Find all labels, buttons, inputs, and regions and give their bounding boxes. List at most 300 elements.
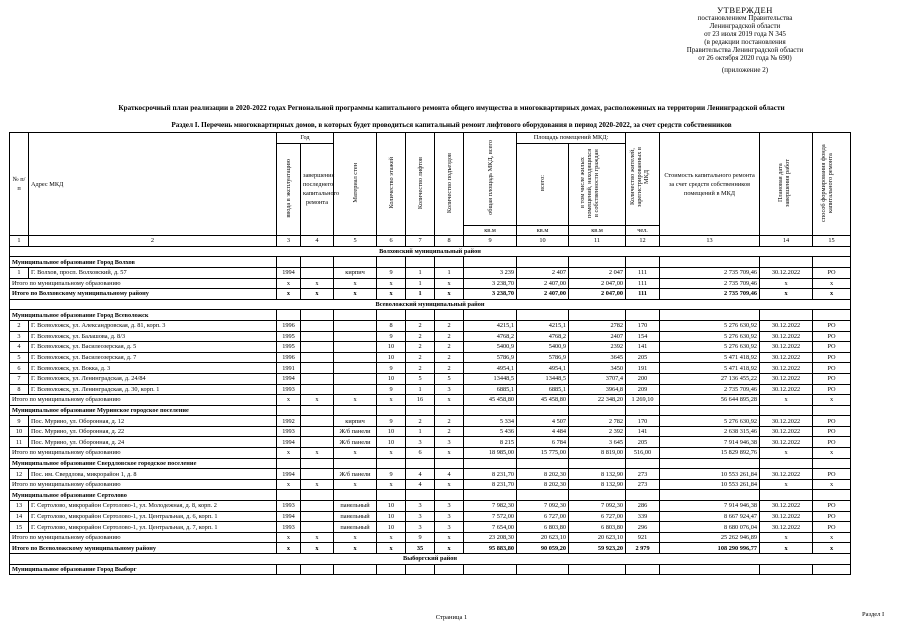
table-cell: x: [760, 395, 813, 406]
table-cell: [569, 490, 626, 501]
municipality-row: [10, 490, 851, 501]
table-cell: 3: [435, 522, 464, 533]
table-cell: 30.12.2022: [760, 511, 813, 522]
table-cell: [435, 564, 464, 575]
table-cell: [377, 310, 406, 321]
table-cell: [569, 458, 626, 469]
table-cell: x: [435, 543, 464, 554]
table-cell: x: [301, 543, 334, 554]
header-floors: Количество этажей: [377, 133, 406, 236]
table-cell: x: [377, 395, 406, 406]
table-cell: 13: [10, 501, 29, 512]
table-cell: Пос. Мурино, ул. Оборонная, д. 22: [29, 426, 277, 437]
table-cell: 6 803,80: [517, 522, 569, 533]
table-cell: [301, 405, 334, 416]
table-cell: Г. Сертолово, микрорайон Сертолово-1, ул. Молодежная, д. 8, корп. 2: [29, 501, 277, 512]
table-cell: 8 231,70: [464, 479, 517, 490]
table-cell: 209: [626, 384, 660, 395]
table-cell: 2: [406, 363, 435, 374]
table-cell: 10: [377, 437, 406, 448]
table-cell: 3: [406, 522, 435, 533]
table-cell: 5 471 418,92: [660, 352, 760, 363]
table-cell: 9: [377, 363, 406, 374]
table-cell: Г. Всеволожск, ул. Балашова, д. 8/3: [29, 331, 277, 342]
table-cell: 2: [435, 416, 464, 427]
table-cell: 1996: [277, 320, 301, 331]
table-cell: [377, 490, 406, 501]
table-cell: 10: [377, 373, 406, 384]
table-cell: 30.12.2022: [760, 384, 813, 395]
table-cell: [334, 257, 377, 268]
table-cell: 3: [406, 501, 435, 512]
header-wall: Материал стен: [334, 133, 377, 236]
table-cell: 30.12.2022: [760, 522, 813, 533]
table-cell: кирпич: [334, 267, 377, 278]
table-cell: 2 407,00: [517, 278, 569, 289]
table-cell: 2782: [569, 320, 626, 331]
table-cell: РО: [813, 373, 851, 384]
table-row: [10, 363, 851, 374]
table-cell: 2 392: [569, 426, 626, 437]
table-cell: [406, 257, 435, 268]
table-cell: Итого по муниципальному образованию: [10, 395, 277, 406]
table-cell: РО: [813, 511, 851, 522]
table-cell: x: [435, 395, 464, 406]
table-cell: 8 819,00: [569, 448, 626, 459]
table-cell: 30.12.2022: [760, 501, 813, 512]
table-cell: [301, 458, 334, 469]
municipality-row: [10, 564, 851, 575]
table-cell: 170: [626, 320, 660, 331]
municipality-total-row: [10, 532, 851, 543]
table-cell: 9: [377, 384, 406, 395]
table-cell: 7 914 946,38: [660, 501, 760, 512]
table-cell: 5: [435, 373, 464, 384]
table-row: [10, 267, 851, 278]
table-cell: РО: [813, 501, 851, 512]
table-cell: 111: [626, 278, 660, 289]
district-total-row: [10, 543, 851, 554]
table-cell: [406, 405, 435, 416]
table-cell: [569, 257, 626, 268]
header-total-area: общая площадь МКД, всего: [464, 133, 517, 226]
table-cell: 5 276 630,92: [660, 331, 760, 342]
table-cell: [301, 373, 334, 384]
table-cell: 111: [626, 289, 660, 300]
table-cell: [377, 405, 406, 416]
table-cell: x: [277, 543, 301, 554]
table-cell: [334, 384, 377, 395]
table-cell: 11: [10, 437, 29, 448]
municipality-row: [10, 257, 851, 268]
table-cell: x: [435, 448, 464, 459]
unit-sqm: кв.м: [517, 225, 569, 236]
table-cell: 35: [406, 543, 435, 554]
table-cell: 2: [406, 352, 435, 363]
table-cell: x: [435, 532, 464, 543]
table-cell: [813, 310, 851, 321]
table-cell: [435, 310, 464, 321]
table-cell: 10: [10, 426, 29, 437]
table-cell: [660, 564, 760, 575]
municipality-total-row: [10, 278, 851, 289]
table-cell: 3645: [569, 352, 626, 363]
table-cell: 59 923,20: [569, 543, 626, 554]
unit-people: чел.: [626, 225, 660, 236]
header-area-residential: в том числе жилых помещений, находящихся в собственности граждан: [569, 143, 626, 225]
table-cell: [406, 490, 435, 501]
table-cell: 2: [435, 426, 464, 437]
table-cell: x: [277, 289, 301, 300]
appendix-label: (приложение 2): [721, 66, 769, 74]
column-number: 9: [464, 236, 517, 247]
table-cell: [277, 310, 301, 321]
table-cell: 30.12.2022: [760, 342, 813, 353]
table-cell: 6: [10, 363, 29, 374]
table-cell: Итого по муниципальному образованию: [10, 532, 277, 543]
table-cell: [760, 564, 813, 575]
table-cell: 7 092,30: [569, 501, 626, 512]
header-year-last-repair: завершения последнего капитального ремонта: [301, 143, 334, 236]
table-cell: 2 782: [569, 416, 626, 427]
table-cell: x: [377, 448, 406, 459]
table-cell: Муниципальное образование Свердловское городское поселение: [10, 458, 277, 469]
table-cell: [626, 564, 660, 575]
table-cell: x: [760, 448, 813, 459]
table-cell: 154: [626, 331, 660, 342]
table-cell: [301, 490, 334, 501]
table-cell: 30.12.2022: [760, 352, 813, 363]
table-cell: [334, 352, 377, 363]
table-cell: [569, 405, 626, 416]
table-cell: [760, 405, 813, 416]
table-cell: [301, 352, 334, 363]
table-cell: 8: [377, 320, 406, 331]
table-cell: x: [760, 543, 813, 554]
table-cell: 5 276 630,92: [660, 342, 760, 353]
table-cell: x: [377, 278, 406, 289]
table-row: [10, 352, 851, 363]
table-cell: x: [301, 532, 334, 543]
table-cell: 5786,9: [464, 352, 517, 363]
table-cell: 5786,9: [517, 352, 569, 363]
table-cell: [464, 405, 517, 416]
table-row: [10, 522, 851, 533]
table-cell: 4: [10, 342, 29, 353]
table-cell: 10: [377, 352, 406, 363]
table-cell: 3 239: [464, 267, 517, 278]
table-cell: 170: [626, 416, 660, 427]
table-cell: [660, 310, 760, 321]
table-cell: [813, 564, 851, 575]
column-number: 2: [29, 236, 277, 247]
table-cell: x: [813, 289, 851, 300]
column-number: 13: [660, 236, 760, 247]
approval-line: Ленинградской области: [709, 22, 781, 30]
table-cell: [660, 405, 760, 416]
table-cell: x: [301, 278, 334, 289]
table-cell: [301, 342, 334, 353]
approval-line: Правительства Ленинградской области: [686, 46, 804, 54]
table-cell: РО: [813, 522, 851, 533]
table-cell: 1996: [277, 352, 301, 363]
table-cell: 5 471 418,92: [660, 363, 760, 374]
table-cell: 3 238,70: [464, 278, 517, 289]
table-cell: 5400,9: [517, 342, 569, 353]
table-cell: 8 231,70: [464, 469, 517, 480]
municipality-total-row: [10, 448, 851, 459]
table-cell: 1994: [277, 267, 301, 278]
table-cell: [301, 437, 334, 448]
table-cell: [301, 511, 334, 522]
table-cell: 1993: [277, 522, 301, 533]
table-cell: 2: [435, 331, 464, 342]
table-cell: Муниципальное образование Город Всеволожск: [10, 310, 277, 321]
table-cell: 3 645: [569, 437, 626, 448]
table-cell: [277, 458, 301, 469]
table-cell: 14: [10, 511, 29, 522]
municipality-total-row: [10, 395, 851, 406]
table-cell: 1994: [277, 373, 301, 384]
header-year-commission: ввода в эксплуатацию: [277, 143, 301, 236]
table-cell: 7 572,00: [464, 511, 517, 522]
table-cell: 4954,1: [464, 363, 517, 374]
table-cell: РО: [813, 426, 851, 437]
table-cell: 200: [626, 373, 660, 384]
table-cell: 3450: [569, 363, 626, 374]
table-cell: [334, 331, 377, 342]
table-row: [10, 416, 851, 427]
section-title: Раздел I. Перечень многоквартирных домов, в которых будет проводиться капитальный ремонт лифтового оборудования в период 2020-2022, за счет средств собственников: [171, 121, 732, 129]
approval-line: постановлением Правительства: [697, 14, 793, 22]
table-cell: 2 047,00: [569, 278, 626, 289]
table-cell: 3: [406, 511, 435, 522]
column-number: 3: [277, 236, 301, 247]
table-row: [10, 384, 851, 395]
table-cell: [517, 310, 569, 321]
table-cell: 10: [377, 522, 406, 533]
table-cell: 2 638 315,46: [660, 426, 760, 437]
table-cell: 6 803,80: [569, 522, 626, 533]
table-cell: 9: [377, 267, 406, 278]
table-cell: [464, 257, 517, 268]
table-cell: [277, 405, 301, 416]
table-cell: [377, 458, 406, 469]
table-cell: Г. Всеволожск, ул. Ленинградская, д. 24/84: [29, 373, 277, 384]
table-cell: 8 667 924,47: [660, 511, 760, 522]
table-cell: РО: [813, 267, 851, 278]
table-cell: 2 735 709,46: [660, 267, 760, 278]
table-cell: Ж/б панели: [334, 426, 377, 437]
table-cell: 95 883,80: [464, 543, 517, 554]
table-cell: 8 215: [464, 437, 517, 448]
table-cell: 3: [10, 331, 29, 342]
table-cell: 6 727,00: [517, 511, 569, 522]
table-cell: Итого по муниципальному образованию: [10, 448, 277, 459]
table-cell: 56 644 895,28: [660, 395, 760, 406]
header-fund-method: способ формирования фонда капитального ремонта: [813, 133, 851, 236]
table-cell: [334, 490, 377, 501]
table-cell: 1995: [277, 331, 301, 342]
table-cell: [813, 490, 851, 501]
table-cell: x: [277, 479, 301, 490]
header-premises-area: Площадь помещений МКД:: [517, 133, 626, 144]
table-cell: 2: [435, 342, 464, 353]
table-cell: [301, 469, 334, 480]
table-cell: 205: [626, 352, 660, 363]
table-cell: Г. Всеволожск, ул. Александровская, д. 81, корп. 3: [29, 320, 277, 331]
table-cell: 4954,1: [517, 363, 569, 374]
table-cell: x: [334, 448, 377, 459]
table-cell: Муниципальное образование Город Волхов: [10, 257, 277, 268]
table-cell: [377, 257, 406, 268]
table-cell: x: [813, 395, 851, 406]
section-side-label: Раздел I: [862, 611, 885, 618]
table-cell: 2: [406, 331, 435, 342]
table-cell: 7 914 946,38: [660, 437, 760, 448]
table-cell: 191: [626, 363, 660, 374]
table-cell: [277, 490, 301, 501]
table-cell: 9: [406, 532, 435, 543]
table-cell: Ж/б панели: [334, 469, 377, 480]
table-cell: [435, 405, 464, 416]
table-cell: 7 654,00: [464, 522, 517, 533]
table-cell: 6 784: [517, 437, 569, 448]
approval-title: УТВЕРЖДЕН: [717, 5, 773, 15]
table-cell: 8 680 076,04: [660, 522, 760, 533]
table-cell: x: [277, 278, 301, 289]
table-cell: [760, 257, 813, 268]
table-cell: 22 348,20: [569, 395, 626, 406]
table-cell: 45 458,80: [517, 395, 569, 406]
table-cell: 23 208,30: [464, 532, 517, 543]
table-cell: x: [277, 532, 301, 543]
table-cell: 273: [626, 479, 660, 490]
table-cell: [464, 458, 517, 469]
table-cell: 1: [406, 278, 435, 289]
column-number: 11: [569, 236, 626, 247]
table-cell: кирпич: [334, 416, 377, 427]
table-cell: [301, 501, 334, 512]
table-cell: [334, 363, 377, 374]
table-cell: РО: [813, 320, 851, 331]
approval-line: от 23 июля 2019 года N 345: [704, 30, 786, 38]
table-cell: 30.12.2022: [760, 469, 813, 480]
table-cell: панельный: [334, 501, 377, 512]
table-cell: x: [334, 532, 377, 543]
table-cell: [760, 310, 813, 321]
table-cell: 2 047,00: [569, 289, 626, 300]
table-cell: 2: [406, 320, 435, 331]
table-cell: [301, 564, 334, 575]
table-cell: x: [334, 395, 377, 406]
page-number: Страница 1: [435, 614, 468, 621]
table-cell: 16: [406, 395, 435, 406]
district-row: [10, 299, 851, 310]
header-entrances: Количество подъездов: [435, 133, 464, 236]
table-cell: 27 136 455,22: [660, 373, 760, 384]
column-number: 4: [301, 236, 334, 247]
table-cell: x: [760, 289, 813, 300]
table-cell: РО: [813, 352, 851, 363]
table-cell: 4 484: [517, 426, 569, 437]
table-cell: x: [301, 479, 334, 490]
table-cell: 1: [406, 426, 435, 437]
column-number: 7: [406, 236, 435, 247]
table-cell: 1994: [277, 437, 301, 448]
table-cell: РО: [813, 342, 851, 353]
table-cell: 4768,2: [464, 331, 517, 342]
table-row: [10, 320, 851, 331]
table-cell: [464, 564, 517, 575]
table-cell: 286: [626, 501, 660, 512]
table-cell: x: [435, 278, 464, 289]
table-row: [10, 331, 851, 342]
table-cell: x: [334, 479, 377, 490]
table-cell: [660, 490, 760, 501]
table-cell: 2: [406, 416, 435, 427]
table-cell: 5400,9: [464, 342, 517, 353]
table-cell: Выборгский район: [10, 554, 851, 565]
table-cell: 9: [377, 331, 406, 342]
table-cell: панельный: [334, 522, 377, 533]
table-cell: Муниципальное образование Сертолово: [10, 490, 277, 501]
table-cell: [301, 416, 334, 427]
table-row: [10, 501, 851, 512]
table-cell: 921: [626, 532, 660, 543]
table-cell: 3 238,70: [464, 289, 517, 300]
column-number: 5: [334, 236, 377, 247]
table-cell: 2407: [569, 331, 626, 342]
column-number: 10: [517, 236, 569, 247]
table-cell: [334, 310, 377, 321]
table-cell: 2 047: [569, 267, 626, 278]
table-cell: x: [435, 479, 464, 490]
table-cell: 6885,1: [517, 384, 569, 395]
table-cell: 108 290 996,77: [660, 543, 760, 554]
table-cell: [334, 373, 377, 384]
table-cell: x: [277, 448, 301, 459]
table-cell: [406, 310, 435, 321]
table-cell: [626, 405, 660, 416]
table-cell: [377, 564, 406, 575]
table-cell: Г. Сертолово, микрорайон Сертолово-1, ул. Центральная, д. 7, корп. 1: [29, 522, 277, 533]
table-cell: 12: [10, 469, 29, 480]
table-cell: 2: [435, 320, 464, 331]
table-cell: [517, 405, 569, 416]
table-cell: x: [377, 479, 406, 490]
table-cell: 20 623,10: [569, 532, 626, 543]
header-cost: Стоимость капитального ремонта за счет средств собственников помещений в МКД: [660, 133, 760, 236]
table-cell: 30.12.2022: [760, 267, 813, 278]
table-cell: Г. Всеволожск, ул. Василеозерская, д. 7: [29, 352, 277, 363]
table-cell: [813, 257, 851, 268]
table-cell: 30.12.2022: [760, 416, 813, 427]
table-cell: 4: [406, 469, 435, 480]
table-cell: 4: [435, 469, 464, 480]
table-cell: x: [377, 543, 406, 554]
table-cell: 15: [10, 522, 29, 533]
table-cell: 6885,1: [464, 384, 517, 395]
table-cell: x: [435, 289, 464, 300]
table-cell: 141: [626, 342, 660, 353]
table-cell: x: [277, 395, 301, 406]
table-cell: Г. Волхов, просп. Волховский, д. 57: [29, 267, 277, 278]
table-cell: x: [813, 532, 851, 543]
table-cell: 3: [435, 501, 464, 512]
table-cell: Г. Всеволожск, ул. Василеозерская, д. 5: [29, 342, 277, 353]
table-cell: 111: [626, 267, 660, 278]
